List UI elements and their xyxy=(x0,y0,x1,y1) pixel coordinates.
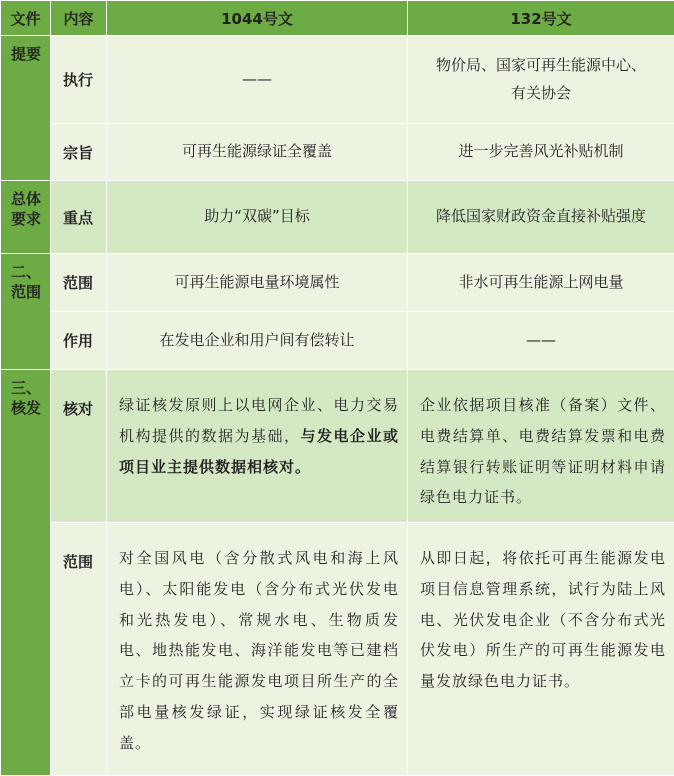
section-hefa-line1: 三、 xyxy=(11,379,41,397)
header-content: 内容 xyxy=(51,1,107,36)
section-zongti-line1: 总体 xyxy=(11,190,41,208)
cell-1044-zongzhi: 可再生能源绿证全覆盖 xyxy=(107,124,408,181)
cell-1044-fanwei: 可再生能源电量环境属性 xyxy=(107,254,408,312)
section-hefa xyxy=(1,370,51,776)
section-fanwei-line2: 范围 xyxy=(11,283,41,301)
section-tiyao-label: 提要 xyxy=(11,45,41,63)
section-fanwei-line1: 二、 xyxy=(11,263,41,281)
cell-1044-hedui-bold: 与发电企业或项目业主提供数据相核对。 xyxy=(119,427,399,476)
table-row xyxy=(1,181,674,254)
cell-132-hefa-fanwei: 从即日起，将依托可再生能源发电项目信息管理系统，试行为陆上风电、光伏发电企业（不含分布式光伏发电）所生产的可再生能源发电量发放绿色电力证书。 xyxy=(408,523,674,776)
header-1044: 1044号文 xyxy=(107,1,408,36)
row-label-hefa-fanwei: 范围 xyxy=(51,523,107,776)
table-row xyxy=(1,370,674,523)
cell-1044-zhongdian: 助力“双碳”目标 xyxy=(107,181,408,254)
table-row xyxy=(1,124,674,181)
cell-132-zhixing xyxy=(408,36,674,124)
row-label-hedui: 核对 xyxy=(51,370,107,523)
cell-132-zhixing-line1: 物价局、国家可再生能源中心、 xyxy=(436,56,646,74)
cell-132-hedui: 企业依据项目核准（备案）文件、电费结算单、电费结算发票和电费结算银行转账证明等证明材料申请绿色电力证书。 xyxy=(408,370,674,523)
cell-132-zongzhi: 进一步完善风光补贴机制 xyxy=(408,124,674,181)
cell-1044-hedui xyxy=(107,370,408,523)
cell-1044-zhixing: —— xyxy=(107,36,408,124)
row-label-zuoyong: 作用 xyxy=(51,312,107,370)
cell-1044-hefa-fanwei: 对全国风电（含分散式风电和海上风电）、太阳能发电（含分布式光伏发电和光热发电）、常规水电、生物质发电、地热能发电、海洋能发电等已建档立卡的可再生能源发电项目所生产的全部电量核发绿证，实现绿证核发全覆盖。 xyxy=(107,523,408,776)
section-zongti xyxy=(1,181,51,254)
row-label-fanwei: 范围 xyxy=(51,254,107,312)
cell-1044-hedui-plain: 绿证核发原则上以电网企业、电力交易机构提供的数据为基础， xyxy=(119,396,399,445)
table-row xyxy=(1,36,674,124)
table-row xyxy=(1,523,674,776)
header-132: 132号文 xyxy=(408,1,674,36)
row-label-zhongdian: 重点 xyxy=(51,181,107,254)
cell-132-fanwei: 非水可再生能源上网电量 xyxy=(408,254,674,312)
table-row xyxy=(1,312,674,370)
cell-132-zhixing-line2: 有关协会 xyxy=(511,84,571,102)
section-fanwei xyxy=(1,254,51,370)
header-file: 文件 xyxy=(1,1,51,36)
header-row xyxy=(1,1,674,36)
cell-1044-zuoyong: 在发电企业和用户间有偿转让 xyxy=(107,312,408,370)
row-label-zongzhi: 宗旨 xyxy=(51,124,107,181)
cell-132-zhongdian: 降低国家财政资金直接补贴强度 xyxy=(408,181,674,254)
row-label-zhixing: 执行 xyxy=(51,36,107,124)
cell-132-zuoyong: —— xyxy=(408,312,674,370)
section-zongti-line2: 要求 xyxy=(11,210,41,228)
table-row xyxy=(1,254,674,312)
section-hefa-line2: 核发 xyxy=(11,399,41,417)
section-tiyao xyxy=(1,36,51,181)
